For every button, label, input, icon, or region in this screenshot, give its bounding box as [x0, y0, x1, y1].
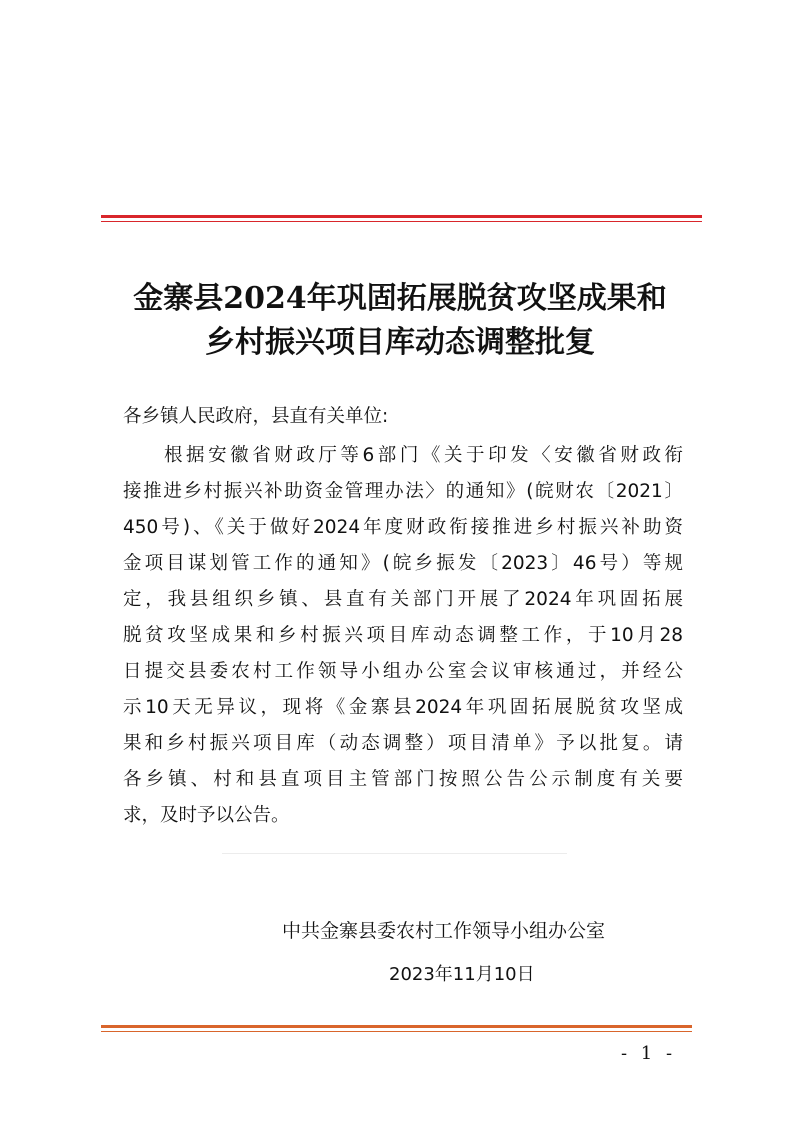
body-line: 450号)、《关于做好2024年度财政衔接推进乡村振兴补助资 [123, 517, 683, 538]
body-line: 日提交县委农村工作领导小组办公室会议审核通过，并经公 [123, 661, 683, 682]
body-line: 金项目谋划管工作的通知》(皖乡振发〔2023〕46号）等规 [123, 553, 683, 574]
footer-rule-thin [101, 1031, 692, 1032]
header-rule-thin [101, 221, 702, 222]
body-line: 脱贫攻坚成果和乡村振兴项目库动态调整工作，于10月28 [123, 625, 683, 646]
body-line: 求，及时予以公告。 [123, 805, 290, 826]
signature-organization: 中共金寨县委农村工作领导小组办公室 [282, 920, 606, 942]
body-line: 果和乡村振兴项目库（动态调整）项目清单》予以批复。请 [123, 733, 683, 754]
body-paragraph [123, 438, 683, 834]
body-line: 定，我县组织乡镇、县直有关部门开展了2024年巩固拓展 [123, 589, 683, 610]
body-line: 示10天无异议，现将《金寨县2024年巩固拓展脱贫攻坚成 [123, 697, 683, 718]
document-title-line-2: 乡村振兴项目库动态调整批复 [205, 325, 595, 360]
faint-divider [222, 853, 567, 854]
document-title-line-1: 金寨县2024年巩固拓展脱贫攻坚成果和 [133, 281, 667, 316]
salutation: 各乡镇人民政府，县直有关单位: [123, 406, 389, 427]
body-line: 接推进乡村振兴补助资金管理办法〉的通知》(皖财农〔2021〕 [123, 481, 683, 502]
page-number: - 1 - [621, 1043, 677, 1064]
header-rule-thick [101, 215, 702, 218]
body-line: 各乡镇、村和县直项目主管部门按照公告公示制度有关要 [123, 769, 683, 790]
body-line: 根据安徽省财政厅等6部门《关于印发〈安徽省财政衔 [164, 445, 683, 466]
footer-rule-thick [101, 1025, 692, 1028]
signature-date: 2023年11月10日 [389, 964, 535, 985]
